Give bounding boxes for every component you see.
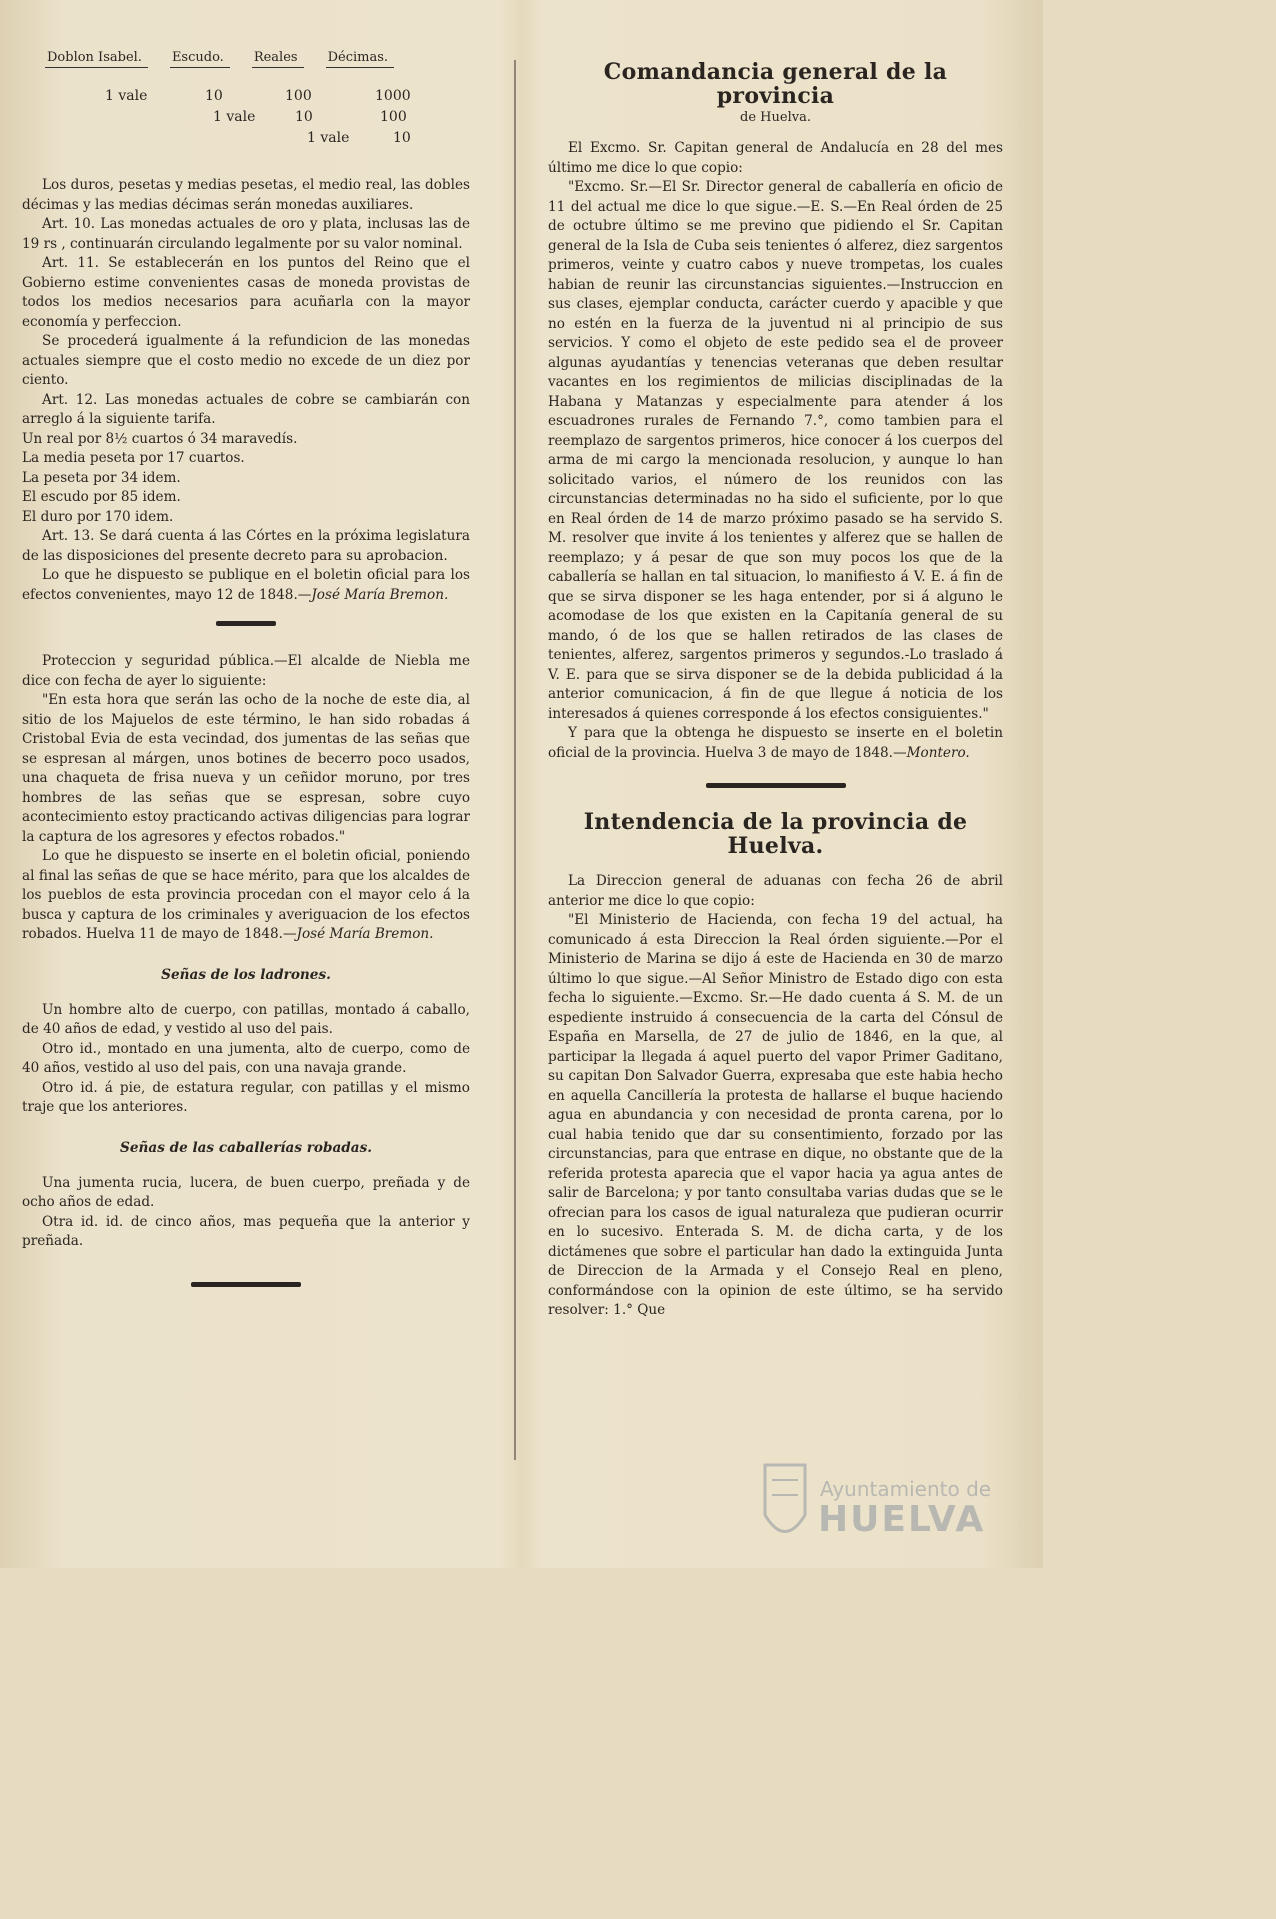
header-doblon: Doblon Isabel.: [45, 50, 148, 68]
cell: 10: [295, 109, 313, 125]
tariff-line: La peseta por 34 idem.: [22, 469, 181, 486]
paragraph: Otra id. id. de cinco años, mas pequeña que la anterior y preñada.: [22, 1213, 470, 1249]
paragraph-text: Y para que la obtenga he dispuesto se inserte en el boletin oficial de la provincia. Huelva 3 de mayo de 1848.—: [548, 725, 1003, 761]
currency-table-header: [45, 50, 445, 68]
heading-ladrones: Señas de los ladrones.: [161, 966, 331, 983]
cell: 1 vale: [213, 109, 256, 125]
section-rule: [191, 1282, 301, 1287]
paragraph: "El Ministerio de Hacienda, con fecha 19 del actual, ha comunicado á esta Direccion la Real órden siguiente.—Por el Ministerio de Marina se dijo á este de Hacienda en 30 de marzo último lo que sigue.—Al Señor Ministro de Estado digo con esta fecha lo siguiente.—Excmo. Sr.—He dado cuenta á S. M. de un espediente instruido á consecuencia de la carta del Cónsul de España en Marsella, de 27 de julio de 1846, en la que, al participar la llegada á aquel puerto del vapor Primer Gaditano, su capitan Don Salvador Guerra, expresaba que este habia hecho en aquella Cancillería la protesta de hallarse el buque haciendo agua en abundancia y con necesidad de pronta carena, por lo cual habia tenido que dar su consentimiento, forzado por las circunstancias, para que entrase en dique, no obstante que de la referida protesta aparecia que el vapor hacia ya agua antes de salir de Barcelona; y por tanto consultaba varias dudas que se le ofrecian para los casos de igual naturaleza que pudieran ocurrir en lo sucesivo. Enterada S. M. de dicha carta, y de los dictámenes que sobre el particular han dado la extinguida Junta de Direccion de la Armada y el Consejo Real en pleno, conformándose con la opinion de este último, se ha servido resolver: 1.° Que: [548, 912, 1003, 1318]
watermark-line1: Ayuntamiento de: [820, 1477, 992, 1501]
paragraph: Se procederá igualmente á la refundicion de las monedas actuales siempre que el costo medio no excede de un diez por ciento.: [22, 333, 470, 388]
archive-watermark: [760, 1455, 1030, 1555]
header-escudo: Escudo.: [170, 50, 230, 68]
paragraph: [22, 566, 470, 605]
paragraph: Otro id. á pie, de estatura regular, con patillas y el mismo traje que los anteriores.: [22, 1079, 470, 1115]
paragraph: Proteccion y seguridad pública.—El alcalde de Niebla me dice con fecha de ayer lo siguiente:: [22, 653, 470, 689]
section-rule: [216, 621, 276, 626]
paragraph: Un hombre alto de cuerpo, con patillas, montado á caballo, de 40 años de edad, y vestido al uso del pais.: [22, 1001, 470, 1037]
cell: 1 vale: [105, 88, 148, 104]
paragraph-text: Lo que he dispuesto se inserte en el boletin oficial, poniendo al final las señas de que se hace mérito, para que los alcaldes de los pueblos de esta provincia procedan con el mayor celo á la busca y captura de los criminales y averiguacion de los efectos robados. Huelva 11 de mayo de 1848.—: [22, 848, 470, 942]
coat-of-arms-icon: [760, 1460, 810, 1550]
paragraph: "En esta hora que serán las ocho de la noche de este dia, al sitio de los Majuelos de este término, le han sido robadas á Cristobal Evia de esta vecindad, dos jumentas de las señas que se espresan al márgen, unos botines de becerro poco usados, una chaqueta de frisa nueva y un ceñidor moruno, por tres hombres de las señas que se espresan, sobre cuyo acontecimiento estoy practicando activas diligencias para lograr la captura de los agresores y efectos robados.": [22, 692, 470, 845]
section-title-intendencia: Intendencia de la provincia de Huelva.: [583, 809, 968, 859]
header-decimas: Décimas.: [326, 50, 394, 68]
paragraph: Art. 12. Las monedas actuales de cobre se cambiarán con arreglo á la siguiente tarifa.: [22, 391, 470, 427]
signature: Montero.: [906, 744, 970, 761]
paragraph: [548, 724, 1003, 763]
paragraph: "Excmo. Sr.—El Sr. Director general de caballería en oficio de 11 del actual me dice lo que sigue.—E. S.—En Real órden de 25 de octubre último se me previno que pidiendo el Sr. Capitan general de la Isla de Cuba seis tenientes ó alferez, diez sargentos primeros, veinte y cuatro cabos y nueve trompetas, los cuales habian de reunir las circunstancias siguientes.—Instruccion en sus clases, ejemplar conducta, carácter cuerdo y apacible y que no estén en la fuerza de la juventud ni al principio de sus servicios. Y como el objeto de este pedido sea el de proveer algunas ayudantías y tenencias veteranas que deben resultar vacantes en los regimientos de milicias disciplinadas de la Habana y Matanzas y especialmente para atender á los escuadrones rurales de Fernando 7.°, como tambien para el reemplazo de sargentos primeros, hice conocer á los cuerpos del arma de mi cargo la mencionada resolucion, y aunque lo han solicitado varios, el número de los reunidos con las circunstancias determinadas no ha sido el suficiente, por lo que en Real órden de 14 de marzo próximo pasado se ha servido S. M. resolver que invite á los tenientes y alferez que se hallen de reemplazo; y á pesar de que son muy pocos los que de la caballería se hallan en tal situacion, lo manifiesto á V. E. á fin de que se sirva disponer se les haga entender, por si á alguno le acomodase de los que existen en la Capitanía general de su mando, ó de los que se hallen retirados de las clases de tenientes, alferez, sargentos primeros y segundos.-Lo traslado á V. E. para que se sirva disponer se de la debida publicidad á la anterior comunicacion, á fin de que llegue á noticia de los interesados á quienes corresponde á los efectos consiguientes.": [548, 179, 1003, 722]
tariff-line: El duro por 170 idem.: [22, 508, 174, 525]
paragraph: Una jumenta rucia, lucera, de buen cuerpo, preñada y de ocho años de edad.: [22, 1174, 470, 1210]
currency-row: [45, 130, 445, 151]
tariff-line: Un real por 8½ cuartos ó 34 maravedís.: [22, 430, 298, 447]
paragraph: La Direccion general de aduanas con fecha 26 de abril anterior me dice lo que copio:: [548, 873, 1003, 909]
header-reales: Reales: [252, 50, 304, 68]
currency-row: [45, 88, 445, 109]
signature: José María Bremon.: [296, 926, 434, 942]
tariff-line: La media peseta por 17 cuartos.: [22, 450, 245, 466]
cell: 100: [380, 109, 407, 125]
right-column: [548, 60, 1003, 1321]
section-subtitle: de Huelva.: [740, 110, 811, 125]
paragraph-text: Lo que he dispuesto se publique en el boletin oficial para los efectos convenientes, mayo 12 de 1848.—: [22, 567, 470, 603]
tariff-line: El escudo por 85 idem.: [22, 489, 181, 505]
cell: 10: [393, 130, 411, 146]
paragraph: Art. 13. Se dará cuenta á las Córtes en la próxima legislatura de las disposiciones del presente decreto para su aprobacion.: [22, 528, 470, 564]
paragraph: Otro id., montado en una jumenta, alto de cuerpo, como de 40 años, vestido al uso del pais, con una navaja grande.: [22, 1040, 470, 1076]
paragraph: [22, 847, 470, 945]
paragraph: Los duros, pesetas y medias pesetas, el medio real, las dobles décimas y las medias décimas serán monedas auxiliares.: [22, 177, 470, 213]
cell: 1000: [375, 88, 411, 104]
watermark-line2: HUELVA: [818, 1499, 986, 1540]
section-title-comandancia: Comandancia general de la provincia: [603, 59, 948, 109]
currency-row: [45, 109, 445, 130]
paragraph: Art. 11. Se establecerán en los puntos del Reino que el Gobierno estime convenientes casas de moneda provistas de todos los medios necesarios para acuñarla con la mayor economía y perfeccion.: [22, 255, 470, 330]
column-divider: [514, 60, 516, 1460]
cell: 1 vale: [307, 130, 350, 146]
paragraph: El Excmo. Sr. Capitan general de Andalucía en 28 del mes último me dice lo que copio:: [548, 140, 1003, 176]
signature: José María Bremon.: [311, 586, 449, 603]
currency-table: [45, 50, 445, 151]
left-column: [22, 176, 470, 1287]
cell: 10: [205, 88, 223, 104]
paragraph: Art. 10. Las monedas actuales de oro y plata, inclusas las de 19 rs , continuarán circulando legalmente por su valor nominal.: [22, 216, 470, 252]
section-rule: [706, 783, 846, 788]
heading-caballerias: Señas de las caballerías robadas.: [120, 1139, 372, 1156]
cell: 100: [285, 88, 312, 104]
